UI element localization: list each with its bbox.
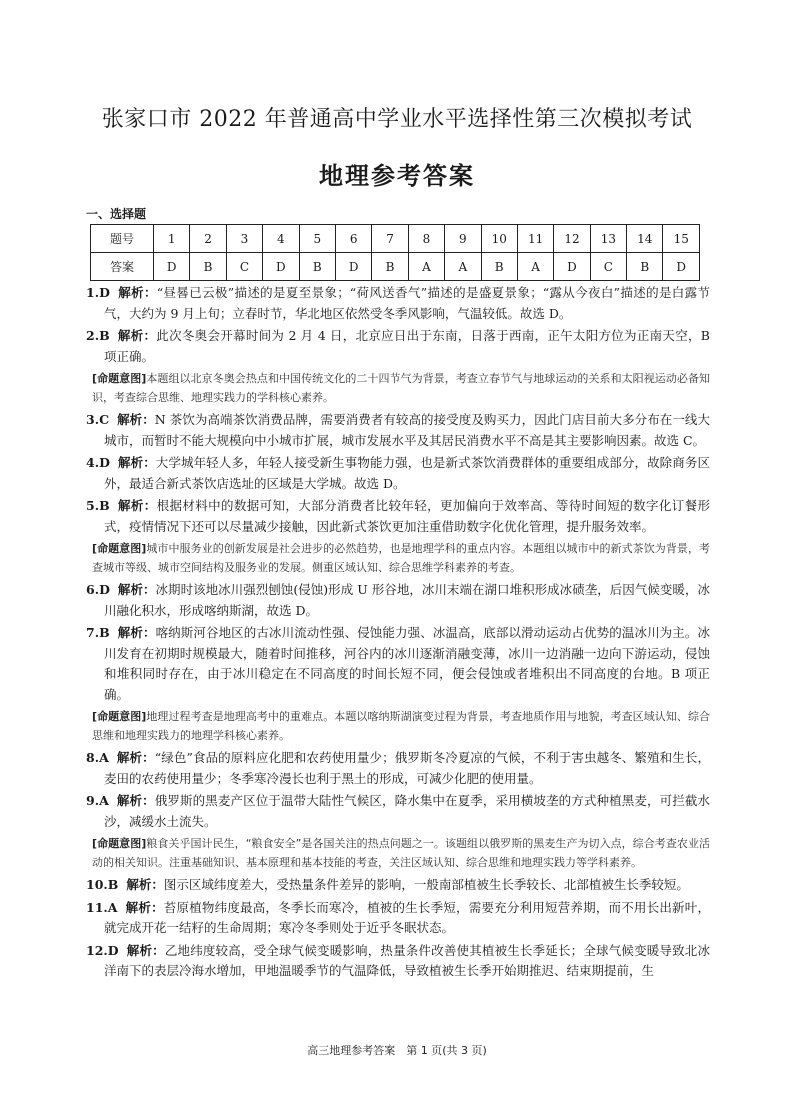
design-intent-text: 城市中服务业的创新发展是社会进步的必然趋势，也是地理学科的重点内容。本题组以城市中的新式茶饮为背景，考查城市等级、城市空间结构及服务业的发展。侧重区域认知、综合思维学科素养的考查。 xyxy=(92,542,710,574)
explanation-text: 冰期时该地冰川强烈刨蚀(侵蚀)形成 U 形谷地，冰川末端在湖口堆积形成冰碛垄，后因气候变暖，冰川融化积水，形成喀纳斯湖，故选 D。 xyxy=(104,582,710,618)
answer-cell: B xyxy=(627,253,663,281)
question-explanation xyxy=(86,496,710,537)
answer-cell: C xyxy=(226,253,262,281)
exam-title: 张家口市 2022 年普通高中学业水平选择性第三次模拟考试 xyxy=(101,107,693,132)
question-number: 1. xyxy=(86,285,100,300)
document-subtitle: 地理参考答案 xyxy=(319,162,475,190)
question-explanation xyxy=(86,453,710,494)
answer-cell: A xyxy=(408,253,444,281)
question-number-cell: 13 xyxy=(590,225,626,253)
answer-cell: D xyxy=(554,253,590,281)
question-number: 10. xyxy=(86,877,108,892)
question-number-cell: 8 xyxy=(408,225,444,253)
question-explanation xyxy=(86,326,710,367)
answer-table-number-row xyxy=(91,225,700,253)
analysis-label: 解析： xyxy=(116,750,155,765)
question-number-cell: 12 xyxy=(554,225,590,253)
design-intent-text: 本题组以北京冬奥会热点和中国传统文化的二十四节气为背景，考查立春节气与地球运动的关系和太阳视运动必备知识，考查综合思维、地理实践力的学科核心素养。 xyxy=(92,372,710,404)
analysis-label: 解析： xyxy=(117,412,155,427)
answer-letter: D xyxy=(99,582,110,597)
question-number-cell: 5 xyxy=(299,225,335,253)
answer-cell: D xyxy=(263,253,299,281)
question-number: 4. xyxy=(86,455,100,470)
explanation-text: N 茶饮为高端茶饮消费品牌，需要消费者有较高的接受度及购买力，因此门店目前大多分布在一线大城市，而暂时不能大规模向中小城市扩展，城市发展水平及其居民消费水平不高是其主要影响因素。故选 C。 xyxy=(104,412,710,448)
explanation-text: 苔原植物纬度最高，冬季长而寒冷，植被的生长季短，需要充分利用短营养期，而不用长出新叶，就完成开花一结籽的生命周期；寒冷冬季则处于近乎冬眠状态。 xyxy=(104,899,710,935)
question-number: 8. xyxy=(86,750,100,765)
analysis-label: 解析： xyxy=(117,582,156,597)
explanation-text: 大学城年轻人多，年轻人接受新生事物能力强，也是新式茶饮消费群体的重要组成部分，故除商务区外，最适合新式茶饮店选址的区域是大学城。故选 D。 xyxy=(104,455,710,491)
answer-cell: B xyxy=(481,253,517,281)
question-number: 9. xyxy=(86,793,100,808)
answer-cell: C xyxy=(590,253,626,281)
question-number-cell: 10 xyxy=(481,225,517,253)
answer-cell: A xyxy=(445,253,481,281)
question-number: 3. xyxy=(86,412,100,427)
analysis-label: 解析： xyxy=(126,942,165,958)
design-intent-label: [命题意图] xyxy=(92,372,147,385)
explanation-text: 此次冬奥会开幕时间为 2 月 4 日，北京应日出于东南，日落于西南，正午太阳方位为正南天空，B 项正确。 xyxy=(104,328,710,364)
question-number: 7. xyxy=(86,625,100,640)
question-explanation xyxy=(86,410,710,451)
question-explanation xyxy=(86,623,710,705)
design-intent-text: 地理过程考查是地理高考中的重难点。本题以喀纳斯湖演变过程为背景，考查地质作用与地貌，考查区域认知、综合思维和地理实践力的地理学科核心素养。 xyxy=(92,710,710,742)
answer-cell: D xyxy=(335,253,371,281)
question-explanation xyxy=(86,283,710,324)
answer-cell: D xyxy=(663,253,700,281)
question-number-cell: 2 xyxy=(190,225,226,253)
answer-letter: B xyxy=(99,328,110,343)
question-explanation xyxy=(86,898,710,939)
answer-cell: B xyxy=(372,253,408,281)
question-number: 11. xyxy=(86,899,108,915)
question-explanation xyxy=(86,748,710,789)
question-number: 12. xyxy=(86,942,108,958)
question-number-cell: 1 xyxy=(154,225,190,253)
explanation-text: 俄罗斯的黑麦产区位于温带大陆性气候区，降水集中在夏季，采用横坡垄的方式种植黑麦，可拦截水沙，减缓水土流失。 xyxy=(104,793,710,829)
analysis-label: 解析： xyxy=(116,793,155,808)
explanation-text: 乙地纬度较高，受全球气候变暖影响，热量条件改善使其植被生长季延长；全球气候变暖导致北冰洋南下的表层冷海水增加，甲地温暖季节的气温降低，导致植被生长季开始期推迟、结束期提前，生 xyxy=(104,942,710,978)
answer-letter: B xyxy=(107,877,119,892)
question-number-cell: 6 xyxy=(335,225,371,253)
explanation-text: “绿色”食品的原料应化肥和农药使用量少；俄罗斯冬冷夏凉的气候，不利于害虫越冬、繁殖和生长，麦田的农药使用量少；冬季寒冷漫长也利于黑土的形成，可减少化肥的使用量。 xyxy=(104,750,710,786)
question-number-cell: 4 xyxy=(263,225,299,253)
answer-cell: B xyxy=(190,253,226,281)
answer-cell: A xyxy=(517,253,553,281)
question-number: 2. xyxy=(86,328,100,343)
question-number-cell: 14 xyxy=(627,225,663,253)
answer-letter: D xyxy=(107,942,119,958)
question-number: 6. xyxy=(86,582,100,597)
answer-letter: B xyxy=(99,498,110,513)
explanations xyxy=(86,283,710,984)
answer-letter: D xyxy=(99,285,110,300)
question-number-cell: 11 xyxy=(517,225,553,253)
question-number-cell: 9 xyxy=(445,225,481,253)
answer-table-answer-row xyxy=(91,253,700,281)
answer-table xyxy=(90,224,700,281)
answer-letter: B xyxy=(99,625,110,640)
question-explanation xyxy=(86,580,710,621)
analysis-label: 解析： xyxy=(117,498,157,513)
question-number-cell: 3 xyxy=(226,225,262,253)
page-footer: 高三地理参考答案 第 1 页(共 3 页) xyxy=(307,1044,487,1057)
question-number: 5. xyxy=(86,498,100,513)
answer-cell: B xyxy=(299,253,335,281)
explanation-text: 根据材料中的数据可知，大部分消费者比较年轻，更加偏向于效率高、等待时间短的数字化订餐形式，疫情情况下还可以尽量减少接触，因此新式茶饮更加注重借助数字化优化管理，提升服务效率。 xyxy=(104,498,710,534)
answer-cell: D xyxy=(154,253,190,281)
question-explanation xyxy=(86,941,710,982)
answer-letter: D xyxy=(99,455,110,470)
design-intent-label: [命题意图] xyxy=(92,710,147,723)
question-explanation xyxy=(86,791,710,832)
analysis-label: 解析： xyxy=(117,625,156,640)
explanation-text: “昼晷已云极”描述的是夏至景象；“荷风送香气”描述的是盛夏景象；“露从今夜白”描述的是白露节气，大约为 9 月上旬；立春时节，华北地区依然受冬季风影响，气温较低。故选 D。 xyxy=(104,285,710,321)
analysis-label: 解析： xyxy=(125,899,164,915)
explanation-text: 图示区域纬度差大，受热量条件差异的影响，一般南部植被生长季较长、北部植被生长季较短。 xyxy=(163,877,689,892)
design-intent-text: 粮食关乎国计民生，“粮食安全”是各国关注的热点问题之一。该题组以俄罗斯的黑麦生产为切入点，综合考查农业活动的相关知识。注重基础知识、基本原理和基本技能的考查，关注区域认知、综合思维和地理实践力等学科素养。 xyxy=(92,837,710,869)
answer-table-header-answer: 答案 xyxy=(91,253,154,281)
design-intent-label: [命题意图] xyxy=(92,542,147,555)
answer-letter: C xyxy=(99,412,110,427)
question-number-cell: 15 xyxy=(663,225,700,253)
analysis-label: 解析： xyxy=(126,877,164,892)
answer-table-header-number: 题号 xyxy=(91,225,154,253)
answer-letter: A xyxy=(99,750,109,765)
design-intent xyxy=(86,539,710,577)
analysis-label: 解析： xyxy=(117,328,157,343)
design-intent xyxy=(86,834,710,872)
question-number-cell: 7 xyxy=(372,225,408,253)
design-intent xyxy=(86,369,710,407)
answer-letter: A xyxy=(99,793,109,808)
analysis-label: 解析： xyxy=(117,455,156,470)
explanation-text: 喀纳斯河谷地区的古冰川流动性强、侵蚀能力强、冰温高，底部以滑动运动占优势的温冰川为主。冰川发育在初期时规模最大，随着时间推移，河谷内的冰川逐渐消融变薄，冰川一边消融一边向下游运动，侵蚀和堆积同时存在，由于冰川稳定在不同高度的时间长短不同，便会侵蚀或者堆积出不同高度的台地。B 项正确。 xyxy=(104,625,710,702)
question-explanation xyxy=(86,875,710,896)
analysis-label: 解析： xyxy=(117,285,157,300)
answer-letter: A xyxy=(107,899,118,915)
section-heading: 一、选择题 xyxy=(86,207,147,221)
design-intent xyxy=(86,707,710,745)
design-intent-label: [命题意图] xyxy=(92,837,147,850)
